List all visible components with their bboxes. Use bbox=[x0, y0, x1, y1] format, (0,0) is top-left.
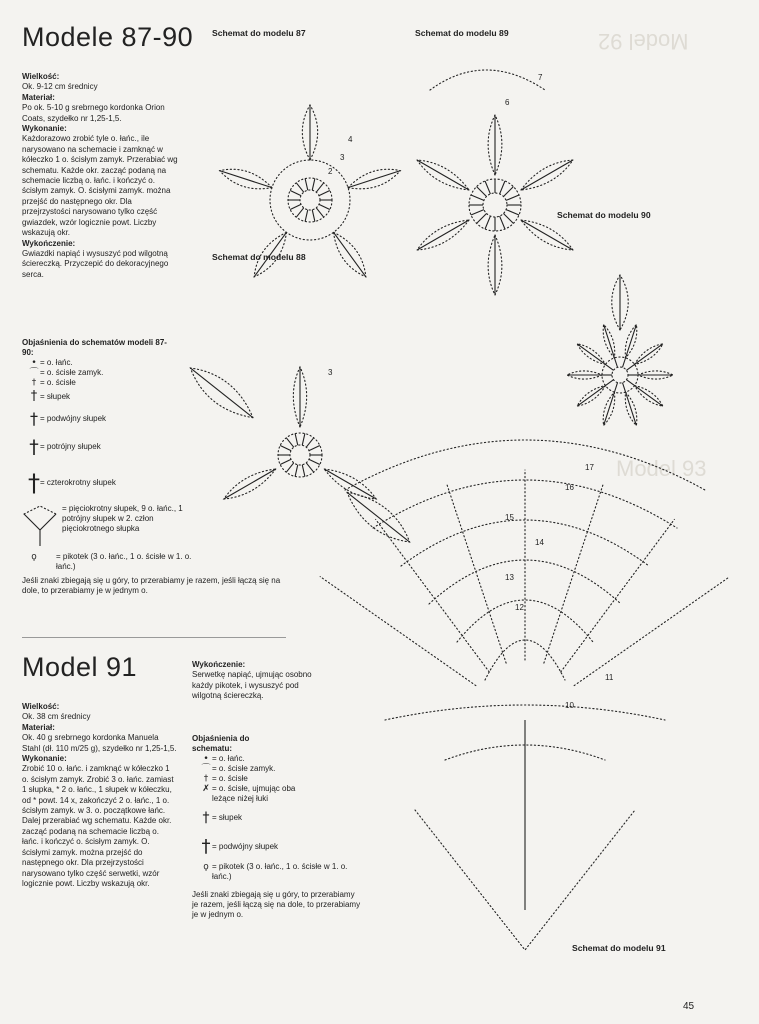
chain-ring bbox=[612, 367, 628, 383]
triple-treble-icon: † bbox=[29, 436, 39, 458]
execution-text: Zrobić 10 o. łańc. i zamknąć w kółeczko 1 o. ścisłym zamyk. Zrobić 3 o. łańc. zamiast 1 słupka, * 2 o. łańc., 1 słupek w kółeczku, od * powt. 14 x, zakończyć 2 o. łańc., 1 o. ścisłym zamyk. w 3. o. początkowe łańc. Dalej przerabiać wg schematu. Każde okr. zacząć podaną na schemacie liczbą o. łańc. i kończyć o. ścisłym zamyk. O. ścisłymi zamyk. można przejść do następnego okr. Dla przejrzystości narysowano tylko część serwetki, wzór logicznie powt. Liczby wskazują okr. bbox=[22, 764, 174, 888]
legend-item: † = podwójny słupek bbox=[30, 409, 107, 428]
stitch-mark bbox=[280, 459, 291, 464]
legend-item: † = podwójny słupek bbox=[201, 836, 279, 857]
stitch-mark bbox=[316, 183, 323, 192]
stitch-mark bbox=[417, 160, 469, 190]
material-text: Po ok. 5-10 g srebrnego kordonka Orion Coats, szydełko nr 1,25-1,5. bbox=[22, 103, 165, 123]
stitch-mark bbox=[485, 181, 490, 194]
legend-item: † = słupek bbox=[28, 388, 200, 406]
stitch-mark bbox=[503, 187, 513, 197]
round-number: 14 bbox=[535, 538, 544, 547]
section-title-model-91: Model 91 bbox=[22, 652, 138, 682]
stitch-mark bbox=[622, 358, 625, 368]
legend-item: ϙ = pikotek (3 o. łańc., 1 o. ścisłe w 1. o. łańc.) bbox=[28, 552, 200, 572]
legend-item: = pięciokrotny słupek, 9 o. łańc., 1 potrójny słupek w 2. człon pięciokrotnego słupka bbox=[22, 504, 200, 552]
legend-item: † = o. ścisłe bbox=[28, 378, 200, 388]
legend-item: † = potrójny słupek bbox=[29, 436, 101, 458]
round-number: 12 bbox=[515, 603, 524, 612]
stitch-mark bbox=[503, 213, 513, 223]
caption-model-89: Schemat do modelu 89 bbox=[415, 28, 509, 38]
size-heading: Wielkość: bbox=[22, 702, 60, 711]
stitch-mark bbox=[635, 344, 663, 365]
stitch-mark bbox=[577, 344, 605, 365]
double-crochet-icon: † bbox=[202, 810, 210, 826]
chain-ring bbox=[290, 445, 310, 465]
stitch-mark bbox=[312, 210, 315, 222]
section-divider bbox=[22, 637, 286, 638]
stitch-mark bbox=[296, 208, 303, 217]
finish-heading: Wykończenie: bbox=[22, 238, 76, 248]
stitch-mark bbox=[626, 364, 634, 370]
execution-heading: Wykonanie: bbox=[22, 754, 67, 764]
quadruple-treble-icon: † bbox=[28, 469, 40, 497]
finish-heading: Wykończenie: bbox=[192, 660, 246, 669]
round-number: 6 bbox=[505, 98, 510, 107]
cross-stitch-icon: ✗ bbox=[202, 784, 210, 794]
chain-ring bbox=[300, 190, 320, 210]
stitch-mark bbox=[309, 445, 320, 450]
quintuple-treble-icon bbox=[22, 504, 58, 548]
chain-line bbox=[376, 519, 489, 671]
chain-ring bbox=[483, 193, 507, 217]
watermark-model-93: Model 93 bbox=[616, 456, 707, 481]
stitch-mark bbox=[290, 204, 301, 209]
round-number: 3 bbox=[328, 368, 333, 377]
stitch-mark bbox=[224, 469, 276, 499]
stitch-mark bbox=[319, 190, 330, 195]
page-number: 45 bbox=[683, 1001, 695, 1012]
stitch-mark bbox=[500, 181, 505, 194]
material-heading: Materiał: bbox=[22, 92, 55, 102]
stitch-mark bbox=[506, 195, 519, 200]
stitch-mark bbox=[626, 380, 634, 386]
stitch-mark bbox=[312, 179, 315, 191]
stitch-mark bbox=[506, 210, 519, 215]
legend-item: † = czterokrotny słupek bbox=[28, 469, 116, 497]
round-number: 11 bbox=[605, 673, 614, 682]
stitch-mark bbox=[614, 358, 617, 368]
chain-arc bbox=[430, 70, 545, 90]
stitch-mark bbox=[302, 465, 305, 477]
stitch-mark bbox=[471, 195, 484, 200]
chain-ring bbox=[270, 160, 350, 240]
legend-title: Objaśnienia do schematów modeli 87-90: bbox=[22, 338, 167, 357]
picot-icon: ϙ bbox=[203, 862, 209, 872]
stitch-mark bbox=[485, 216, 490, 229]
stitch-mark bbox=[500, 216, 505, 229]
models-87-90-description bbox=[22, 72, 178, 280]
stitch-mark bbox=[477, 187, 487, 197]
chain-line bbox=[574, 577, 730, 686]
chain-arc bbox=[385, 705, 665, 720]
watermark-model-92: Model 92 bbox=[598, 29, 689, 54]
chain-icon: • bbox=[31, 358, 37, 368]
stitch-mark bbox=[286, 463, 293, 472]
stitch-mark bbox=[305, 210, 308, 222]
stitch-mark bbox=[622, 383, 625, 393]
stitch-mark bbox=[295, 465, 298, 477]
picot-icon: ϙ bbox=[31, 552, 37, 562]
chain-line bbox=[320, 577, 476, 686]
slip-stitch-icon: ⌒ bbox=[201, 764, 211, 774]
round-number: 10 bbox=[565, 701, 574, 710]
caption-model-87: Schemat do modelu 87 bbox=[212, 28, 306, 38]
stitch-mark bbox=[190, 368, 253, 418]
treble-crochet-icon: † bbox=[30, 409, 38, 428]
legend-note: Jeśli znaki zbiegają się u góry, to przerabiamy je razem, jeśli łączą się na dole, to przerabiamy je w jednym o. bbox=[192, 890, 361, 919]
size-text: Ok. 38 cm średnicy bbox=[22, 712, 91, 722]
stitch-mark bbox=[605, 380, 613, 386]
section-title-models-87-90: Modele 87-90 bbox=[22, 22, 194, 52]
legend-item: ϙ = pikotek (3 o. łańc., 1 o. ścisłe w 1. o. łańc.) bbox=[200, 862, 362, 882]
legend-item: • = o. łańc. bbox=[28, 358, 200, 368]
stitch-mark bbox=[417, 220, 469, 250]
material-heading: Materiał: bbox=[22, 722, 55, 732]
model-91-description bbox=[22, 702, 178, 889]
round-number: 17 bbox=[585, 463, 594, 472]
stitch-mark bbox=[295, 434, 298, 446]
stitch-mark bbox=[220, 171, 272, 188]
legend-note: Jeśli znaki zbiegają się u góry, to przerabiamy je razem, jeśli łączą się na dole, to przerabiamy je w jednym o. bbox=[22, 576, 281, 595]
round-number: 15 bbox=[505, 513, 514, 522]
stitch-mark bbox=[471, 210, 484, 215]
single-crochet-icon: † bbox=[203, 774, 209, 784]
round-number: 7 bbox=[538, 73, 543, 82]
stitch-mark bbox=[577, 386, 605, 407]
stitch-mark bbox=[305, 179, 308, 191]
legend-item: ⌒ = o. ścisłe zamyk. bbox=[29, 368, 104, 378]
stitch-mark bbox=[309, 459, 320, 464]
diagram-model-91 bbox=[320, 420, 700, 940]
stitch-mark bbox=[286, 438, 293, 447]
double-crochet-icon: † bbox=[30, 389, 38, 404]
round-number: 4 bbox=[348, 135, 353, 144]
finish-text: Gwiazdki napiąć i wysuszyć pod wilgotną ściereczką. Przyczepić do dekoracyjnego serca. bbox=[22, 248, 169, 279]
chain-line bbox=[446, 483, 506, 663]
legend-title: Objaśnienia do schematu: bbox=[192, 734, 250, 753]
stitch-mark bbox=[280, 445, 291, 450]
chain-arc bbox=[345, 440, 705, 490]
stitch-mark bbox=[302, 434, 305, 446]
stitch-mark bbox=[521, 160, 573, 190]
stitch-mark bbox=[477, 213, 487, 223]
stitch-mark bbox=[348, 171, 400, 188]
legend-item: ⌒ = o. ścisłe zamyk. bbox=[201, 764, 276, 774]
stitch-mark bbox=[306, 463, 313, 472]
caption-model-91: Schemat do modelu 91 bbox=[572, 943, 666, 953]
stitch-mark bbox=[296, 183, 303, 192]
legend-item: ✗ = o. ścisłe, ujmując oba leżące niżej łuki bbox=[200, 784, 362, 804]
treble-crochet-icon: † bbox=[201, 836, 211, 857]
legend-item: † = o. ścisłe bbox=[200, 774, 362, 784]
finish-text: Serwetkę napiąć, ujmując osobno każdy pikotek, i wysuszyć pod wilgotną ściereczką. bbox=[192, 670, 312, 701]
execution-text: Każdorazowo zrobić tyle o. łańc., ile narysowano na schemacie i zamknąć w kółeczko 1 o. ścisłym zamyk. Przerabiać wg schematu. Każde okr. zacząć podaną na schemacie liczbą o. łańc. i kończyć o. ścisłym zamyk. O. ścisłymi zamyk. można przejść do następnego okr. Dla przejrzystości narysowano tylko część gwiazdek, wzór logicznie powt. Liczby wskazują okr. bbox=[22, 134, 178, 238]
round-number: 2 bbox=[328, 167, 333, 176]
slip-stitch-icon: ⌒ bbox=[29, 368, 39, 378]
stitch-mark bbox=[334, 232, 366, 276]
legend-item: † = słupek bbox=[200, 804, 362, 832]
stitch-mark bbox=[290, 190, 301, 195]
round-number: 16 bbox=[565, 483, 574, 492]
caption-model-90: Schemat do modelu 90 bbox=[557, 210, 651, 220]
diagram-model-87 bbox=[200, 40, 370, 260]
chain-line bbox=[544, 483, 604, 663]
legend-models-87-90 bbox=[22, 338, 281, 596]
stitch-mark bbox=[635, 386, 663, 407]
stitch-mark bbox=[316, 208, 323, 217]
size-text: Ok. 9-12 cm średnicy bbox=[22, 82, 98, 92]
model-91-finish bbox=[192, 660, 320, 702]
legend-item: • = o. łańc. bbox=[200, 754, 362, 764]
stitch-mark bbox=[605, 364, 613, 370]
chain-icon: • bbox=[203, 754, 209, 764]
chain-arc bbox=[429, 560, 621, 604]
diagram-model-89 bbox=[410, 45, 560, 245]
chain-line bbox=[561, 519, 674, 671]
size-heading: Wielkość: bbox=[22, 72, 60, 81]
stitch-mark bbox=[614, 383, 617, 393]
stitch-mark bbox=[306, 438, 313, 447]
diagram-model-90 bbox=[550, 245, 700, 425]
round-number: 3 bbox=[340, 153, 345, 162]
execution-heading: Wykonanie: bbox=[22, 124, 67, 134]
round-number: 13 bbox=[505, 573, 514, 582]
caption-model-88: Schemat do modelu 88 bbox=[212, 252, 306, 262]
stitch-mark bbox=[319, 204, 330, 209]
material-text: Ok. 40 g srebrnego kordonka Manuela Stahl (dł. 110 m/25 g), szydełko nr 1,25-1,5. bbox=[22, 733, 177, 753]
single-crochet-icon: † bbox=[31, 378, 37, 388]
stitch-mark bbox=[254, 232, 286, 276]
